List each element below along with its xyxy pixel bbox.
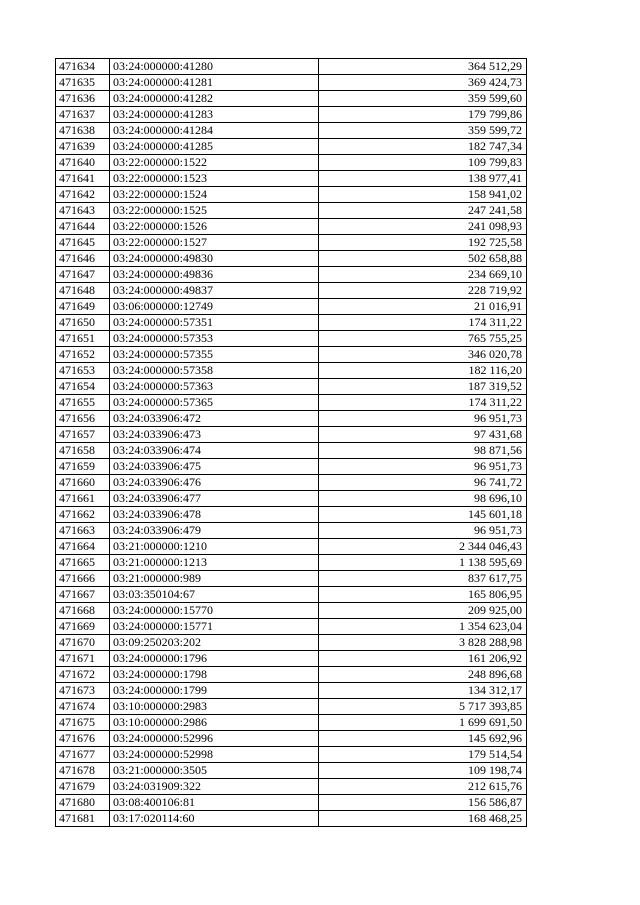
row-id-cell: 471672 <box>56 667 110 683</box>
table-row <box>56 427 527 443</box>
cadastral-value-cell: 212 615,76 <box>319 779 527 795</box>
table-row <box>56 379 527 395</box>
row-id-cell: 471662 <box>56 507 110 523</box>
cadastral-number-cell: 03:17:020114:60 <box>110 811 319 827</box>
table-row <box>56 587 527 603</box>
cadastral-value-cell: 179 799,86 <box>319 107 527 123</box>
row-id-cell: 471658 <box>56 443 110 459</box>
row-id-cell: 471663 <box>56 523 110 539</box>
cadastral-number-cell: 03:24:000000:41281 <box>110 75 319 91</box>
table-row <box>56 187 527 203</box>
table-row <box>56 667 527 683</box>
cadastral-value-cell: 192 725,58 <box>319 235 527 251</box>
cadastral-number-cell: 03:24:033906:473 <box>110 427 319 443</box>
table-row <box>56 123 527 139</box>
row-id-cell: 471643 <box>56 203 110 219</box>
row-id-cell: 471651 <box>56 331 110 347</box>
cadastral-value-cell: 182 747,34 <box>319 139 527 155</box>
cadastral-value-cell: 96 951,73 <box>319 459 527 475</box>
row-id-cell: 471638 <box>56 123 110 139</box>
cadastral-value-cell: 1 138 595,69 <box>319 555 527 571</box>
table-row <box>56 683 527 699</box>
cadastral-value-cell: 98 871,56 <box>319 443 527 459</box>
cadastral-value-cell: 182 116,20 <box>319 363 527 379</box>
cadastral-number-cell: 03:24:000000:41283 <box>110 107 319 123</box>
table-row <box>56 395 527 411</box>
cadastral-number-cell: 03:24:000000:57365 <box>110 395 319 411</box>
row-id-cell: 471674 <box>56 699 110 715</box>
table-row <box>56 331 527 347</box>
table-row <box>56 107 527 123</box>
cadastral-number-cell: 03:24:000000:52996 <box>110 731 319 747</box>
row-id-cell: 471678 <box>56 763 110 779</box>
table-row <box>56 219 527 235</box>
cadastral-number-cell: 03:10:000000:2986 <box>110 715 319 731</box>
cadastral-number-cell: 03:22:000000:1527 <box>110 235 319 251</box>
cadastral-number-cell: 03:24:000000:15771 <box>110 619 319 635</box>
cadastral-value-cell: 228 719,92 <box>319 283 527 299</box>
cadastral-number-cell: 03:08:400106:81 <box>110 795 319 811</box>
cadastral-number-cell: 03:03:350104:67 <box>110 587 319 603</box>
cadastral-number-cell: 03:24:000000:57358 <box>110 363 319 379</box>
row-id-cell: 471644 <box>56 219 110 235</box>
row-id-cell: 471667 <box>56 587 110 603</box>
cadastral-value-cell: 502 658,88 <box>319 251 527 267</box>
table-row <box>56 75 527 91</box>
cadastral-number-cell: 03:06:000000:12749 <box>110 299 319 315</box>
cadastral-number-cell: 03:24:033906:474 <box>110 443 319 459</box>
cadastral-number-cell: 03:22:000000:1525 <box>110 203 319 219</box>
cadastral-value-cell: 837 617,75 <box>319 571 527 587</box>
table-row <box>56 699 527 715</box>
table-row <box>56 571 527 587</box>
cadastral-value-cell: 97 431,68 <box>319 427 527 443</box>
cadastral-number-cell: 03:24:031909:322 <box>110 779 319 795</box>
table-row <box>56 811 527 827</box>
row-id-cell: 471648 <box>56 283 110 299</box>
row-id-cell: 471636 <box>56 91 110 107</box>
table-row <box>56 491 527 507</box>
cadastral-value-cell: 21 016,91 <box>319 299 527 315</box>
table-row <box>56 203 527 219</box>
cadastral-value-cell: 145 692,96 <box>319 731 527 747</box>
cadastral-value-cell: 109 799,83 <box>319 155 527 171</box>
cadastral-value-cell: 179 514,54 <box>319 747 527 763</box>
row-id-cell: 471657 <box>56 427 110 443</box>
cadastral-number-cell: 03:22:000000:1522 <box>110 155 319 171</box>
table-row <box>56 475 527 491</box>
table-row <box>56 411 527 427</box>
cadastral-number-cell: 03:24:000000:41284 <box>110 123 319 139</box>
cadastral-number-cell: 03:22:000000:1523 <box>110 171 319 187</box>
cadastral-value-cell: 1 354 623,04 <box>319 619 527 635</box>
table-row <box>56 91 527 107</box>
cadastral-number-cell: 03:24:033906:472 <box>110 411 319 427</box>
cadastral-number-cell: 03:24:033906:476 <box>110 475 319 491</box>
row-id-cell: 471677 <box>56 747 110 763</box>
cadastral-number-cell: 03:24:033906:478 <box>110 507 319 523</box>
table-row <box>56 59 527 75</box>
row-id-cell: 471647 <box>56 267 110 283</box>
cadastral-value-cell: 96 951,73 <box>319 411 527 427</box>
table-row <box>56 523 527 539</box>
cadastral-number-cell: 03:24:000000:15770 <box>110 603 319 619</box>
cadastral-number-cell: 03:24:000000:49837 <box>110 283 319 299</box>
cadastral-number-cell: 03:21:000000:3505 <box>110 763 319 779</box>
cadastral-number-cell: 03:24:000000:57353 <box>110 331 319 347</box>
cadastral-value-cell: 138 977,41 <box>319 171 527 187</box>
table-row <box>56 795 527 811</box>
row-id-cell: 471646 <box>56 251 110 267</box>
cadastral-number-cell: 03:24:000000:49830 <box>110 251 319 267</box>
table-row <box>56 251 527 267</box>
row-id-cell: 471654 <box>56 379 110 395</box>
cadastral-value-cell: 359 599,60 <box>319 91 527 107</box>
cadastral-number-cell: 03:21:000000:1210 <box>110 539 319 555</box>
cadastral-value-cell: 109 198,74 <box>319 763 527 779</box>
row-id-cell: 471640 <box>56 155 110 171</box>
row-id-cell: 471680 <box>56 795 110 811</box>
table-row <box>56 139 527 155</box>
cadastral-number-cell: 03:24:000000:57351 <box>110 315 319 331</box>
row-id-cell: 471652 <box>56 347 110 363</box>
cadastral-number-cell: 03:10:000000:2983 <box>110 699 319 715</box>
cadastral-value-cell: 234 669,10 <box>319 267 527 283</box>
row-id-cell: 471634 <box>56 59 110 75</box>
table-row <box>56 315 527 331</box>
row-id-cell: 471637 <box>56 107 110 123</box>
table-row <box>56 299 527 315</box>
cadastral-number-cell: 03:22:000000:1526 <box>110 219 319 235</box>
cadastral-number-cell: 03:24:000000:52998 <box>110 747 319 763</box>
cadastral-number-cell: 03:24:000000:41285 <box>110 139 319 155</box>
cadastral-value-cell: 174 311,22 <box>319 395 527 411</box>
cadastral-value-table <box>55 58 527 827</box>
cadastral-value-cell: 359 599,72 <box>319 123 527 139</box>
row-id-cell: 471661 <box>56 491 110 507</box>
table-row <box>56 715 527 731</box>
row-id-cell: 471670 <box>56 635 110 651</box>
table-row <box>56 443 527 459</box>
cadastral-value-cell: 369 424,73 <box>319 75 527 91</box>
cadastral-value-cell: 209 925,00 <box>319 603 527 619</box>
table-row <box>56 763 527 779</box>
row-id-cell: 471650 <box>56 315 110 331</box>
cadastral-value-cell: 3 828 288,98 <box>319 635 527 651</box>
table-body <box>56 59 527 827</box>
cadastral-value-cell: 96 951,73 <box>319 523 527 539</box>
row-id-cell: 471655 <box>56 395 110 411</box>
cadastral-value-cell: 248 896,68 <box>319 667 527 683</box>
table-row <box>56 635 527 651</box>
row-id-cell: 471653 <box>56 363 110 379</box>
cadastral-value-cell: 364 512,29 <box>319 59 527 75</box>
cadastral-number-cell: 03:24:000000:57355 <box>110 347 319 363</box>
table-row <box>56 347 527 363</box>
cadastral-number-cell: 03:24:000000:49836 <box>110 267 319 283</box>
cadastral-number-cell: 03:24:000000:41280 <box>110 59 319 75</box>
row-id-cell: 471660 <box>56 475 110 491</box>
cadastral-value-cell: 187 319,52 <box>319 379 527 395</box>
table-row <box>56 507 527 523</box>
table-row <box>56 235 527 251</box>
row-id-cell: 471681 <box>56 811 110 827</box>
cadastral-value-cell: 168 468,25 <box>319 811 527 827</box>
row-id-cell: 471664 <box>56 539 110 555</box>
cadastral-value-cell: 145 601,18 <box>319 507 527 523</box>
row-id-cell: 471656 <box>56 411 110 427</box>
table-row <box>56 747 527 763</box>
row-id-cell: 471666 <box>56 571 110 587</box>
cadastral-value-cell: 241 098,93 <box>319 219 527 235</box>
cadastral-value-cell: 765 755,25 <box>319 331 527 347</box>
cadastral-value-cell: 247 241,58 <box>319 203 527 219</box>
row-id-cell: 471639 <box>56 139 110 155</box>
cadastral-value-cell: 134 312,17 <box>319 683 527 699</box>
cadastral-number-cell: 03:21:000000:1213 <box>110 555 319 571</box>
table-row <box>56 731 527 747</box>
row-id-cell: 471668 <box>56 603 110 619</box>
table-row <box>56 171 527 187</box>
table-row <box>56 555 527 571</box>
cadastral-value-cell: 1 699 691,50 <box>319 715 527 731</box>
cadastral-number-cell: 03:21:000000:989 <box>110 571 319 587</box>
cadastral-value-cell: 174 311,22 <box>319 315 527 331</box>
row-id-cell: 471675 <box>56 715 110 731</box>
table-row <box>56 283 527 299</box>
row-id-cell: 471642 <box>56 187 110 203</box>
cadastral-value-cell: 165 806,95 <box>319 587 527 603</box>
cadastral-value-cell: 346 020,78 <box>319 347 527 363</box>
table-row <box>56 267 527 283</box>
cadastral-number-cell: 03:24:000000:1799 <box>110 683 319 699</box>
cadastral-number-cell: 03:24:000000:1798 <box>110 667 319 683</box>
table-row <box>56 779 527 795</box>
row-id-cell: 471679 <box>56 779 110 795</box>
row-id-cell: 471649 <box>56 299 110 315</box>
row-id-cell: 471635 <box>56 75 110 91</box>
row-id-cell: 471669 <box>56 619 110 635</box>
cadastral-value-cell: 5 717 393,85 <box>319 699 527 715</box>
row-id-cell: 471665 <box>56 555 110 571</box>
cadastral-number-cell: 03:24:033906:477 <box>110 491 319 507</box>
cadastral-number-cell: 03:09:250203:202 <box>110 635 319 651</box>
row-id-cell: 471673 <box>56 683 110 699</box>
cadastral-number-cell: 03:24:000000:57363 <box>110 379 319 395</box>
cadastral-number-cell: 03:24:033906:479 <box>110 523 319 539</box>
table-row <box>56 603 527 619</box>
cadastral-value-cell: 2 344 046,43 <box>319 539 527 555</box>
cadastral-number-cell: 03:24:000000:41282 <box>110 91 319 107</box>
cadastral-value-cell: 158 941,02 <box>319 187 527 203</box>
table-row <box>56 619 527 635</box>
cadastral-value-cell: 96 741,72 <box>319 475 527 491</box>
row-id-cell: 471641 <box>56 171 110 187</box>
row-id-cell: 471645 <box>56 235 110 251</box>
table-row <box>56 651 527 667</box>
row-id-cell: 471676 <box>56 731 110 747</box>
table-row <box>56 539 527 555</box>
row-id-cell: 471659 <box>56 459 110 475</box>
table-row <box>56 363 527 379</box>
cadastral-value-cell: 156 586,87 <box>319 795 527 811</box>
table-row <box>56 459 527 475</box>
cadastral-number-cell: 03:22:000000:1524 <box>110 187 319 203</box>
cadastral-number-cell: 03:24:033906:475 <box>110 459 319 475</box>
row-id-cell: 471671 <box>56 651 110 667</box>
cadastral-number-cell: 03:24:000000:1796 <box>110 651 319 667</box>
table-row <box>56 155 527 171</box>
cadastral-value-cell: 98 696,10 <box>319 491 527 507</box>
cadastral-value-cell: 161 206,92 <box>319 651 527 667</box>
